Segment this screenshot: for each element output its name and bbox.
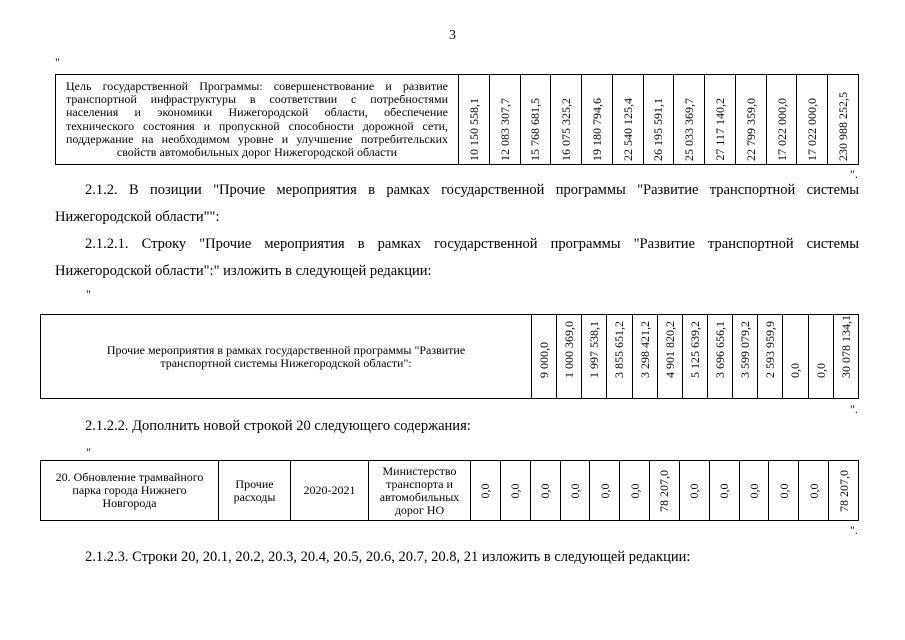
tram-value: 78 207,0 (657, 469, 672, 512)
other-value-cell (758, 315, 783, 399)
tram-value: 0,0 (508, 483, 523, 498)
other-value: 2 593 959,9 (763, 321, 778, 378)
tram-value-cell (679, 461, 709, 521)
tram-value-cell (650, 461, 680, 521)
tram-value-cell (560, 461, 590, 521)
goal-value: 230 988 252,5 (836, 92, 851, 161)
goal-value: 17 022 000,0 (805, 98, 820, 161)
other-value: 4 901 820,2 (662, 321, 677, 378)
tram-value: 0,0 (478, 483, 493, 498)
tram-value: 0,0 (627, 483, 642, 498)
goal-value-cell (459, 75, 490, 165)
paragraph-2-1-2-3: 2.1.2.3. Строки 20, 20.1, 20.2, 20.3, 20.4, 20.5, 20.6, 20.7, 20.8, 21 изложить в следующей редакции: (85, 549, 691, 565)
paragraph-2-1-2-1: 2.1.2.1. Строку "Прочие мероприятия в рамках государственной программы "Развитие транспортной системы Нижегородской области":" изложить в следующей редакции: (55, 236, 859, 279)
tram-row-period: 2020-2021 (291, 461, 369, 521)
tram-value: 0,0 (567, 483, 582, 498)
opening-quote: " (86, 445, 91, 459)
other-value: 3 855 651,2 (612, 321, 627, 378)
goal-value: 16 075 325,2 (559, 98, 574, 161)
other-value-cell (632, 315, 657, 399)
other-value-cell (808, 315, 833, 399)
tram-value-cell (829, 461, 859, 521)
other-value-cell (557, 315, 582, 399)
tram-row-type: Прочие расходы (219, 461, 291, 521)
tram-value-cell (500, 461, 530, 521)
other-value: 5 125 639,2 (687, 321, 702, 378)
goal-value-cell (551, 75, 582, 165)
other-value-cell (657, 315, 682, 399)
other-value-cell (733, 315, 758, 399)
goal-value-cell (582, 75, 613, 165)
goal-value: 25 033 369,7 (682, 98, 697, 161)
goal-value-cell (520, 75, 551, 165)
tram-value-cell (769, 461, 799, 521)
goal-value-cell (797, 75, 828, 165)
opening-quote: " (86, 287, 91, 301)
tram-value: 0,0 (687, 483, 702, 498)
paragraph-2-1-2-2: 2.1.2.2. Дополнить новой строкой 20 следующего содержания: (85, 418, 471, 434)
other-value-cell (532, 315, 557, 399)
other-value: 0,0 (788, 363, 803, 378)
tram-value-cell (709, 461, 739, 521)
tram-value-cell (799, 461, 829, 521)
goal-value-cell (766, 75, 797, 165)
tram-value: 0,0 (597, 483, 612, 498)
other-activities-label: Прочие мероприятия в рамках государственной программы "Развитие транспортной системы Нижегородской области": (41, 315, 532, 399)
goal-value-cell (643, 75, 674, 165)
closing-quote: ". (850, 402, 858, 416)
other-value-cell (833, 315, 858, 399)
tram-value-cell (620, 461, 650, 521)
goal-value: 12 083 307,7 (497, 98, 512, 161)
goal-value: 19 180 794,6 (589, 98, 604, 161)
tram-value: 0,0 (538, 483, 553, 498)
other-value-cell (707, 315, 732, 399)
goal-value: 17 022 000,0 (774, 98, 789, 161)
goal-value-cell (828, 75, 859, 165)
tram-value-cell (590, 461, 620, 521)
tram-value: 0,0 (806, 483, 821, 498)
other-value-cell (783, 315, 808, 399)
opening-quote: " (55, 55, 60, 69)
page-number: 3 (449, 28, 456, 43)
other-value-cell (607, 315, 632, 399)
goal-value: 22 540 125,4 (620, 98, 635, 161)
goal-value: 26 195 591,1 (651, 98, 666, 161)
goal-value: 10 150 558,1 (466, 98, 481, 161)
other-value: 3 298 421,2 (637, 321, 652, 378)
goal-value-cell (612, 75, 643, 165)
goal-value: 15 768 681,5 (528, 98, 543, 161)
other-value: 9 000,0 (537, 342, 552, 378)
tram-row-name: 20. Обновление трамвайного парка города Нижнего Новгорода (41, 461, 219, 521)
other-value: 1 000 369,0 (562, 321, 577, 378)
closing-quote: ". (850, 523, 858, 537)
other-value-cell (582, 315, 607, 399)
goal-value-cell (674, 75, 705, 165)
goal-table (55, 74, 859, 165)
other-value: 1 997 538,1 (587, 321, 602, 378)
other-value: 30 078 134,1 (838, 315, 853, 378)
goal-value: 27 117 140,2 (713, 98, 727, 161)
other-value: 3 599 079,2 (738, 321, 753, 378)
other-value: 3 696 656,1 (713, 321, 728, 378)
other-value-cell (682, 315, 707, 399)
tram-value-cell (530, 461, 560, 521)
tram-value: 0,0 (776, 483, 791, 498)
goal-value: 22 799 359,0 (743, 98, 758, 161)
goal-value-cell (735, 75, 766, 165)
tram-value: 78 207,0 (836, 469, 851, 512)
tram-value-cell (739, 461, 769, 521)
tram-row-executor: Министерство транспорта и автомобильных дорог НО (369, 461, 471, 521)
paragraph-2-1-2: 2.1.2. В позиции "Прочие мероприятия в рамках государственной программы "Развитие транспортной системы Нижегородской области"": (55, 182, 859, 225)
goal-value-cell (489, 75, 520, 165)
other-value: 0,0 (813, 363, 828, 378)
goal-label: Цель государственной Программы: совершенствование и развитие транспортной инфраструктуры в соответствии с потребностями населения и экономики Нижегородской области, обеспечение технического состояния и пропускной способности дорожной сети, поддержание на необходимом уровне и улучшение потребительских свойств автомобильных дорог Нижегородской области (56, 75, 459, 165)
goal-value-cell (705, 75, 736, 165)
tram-value: 0,0 (717, 483, 732, 498)
closing-quote: ". (850, 167, 858, 181)
other-activities-table (40, 314, 859, 399)
tram-row-table (40, 460, 859, 521)
tram-value-cell (471, 461, 501, 521)
tram-value: 0,0 (747, 483, 762, 498)
